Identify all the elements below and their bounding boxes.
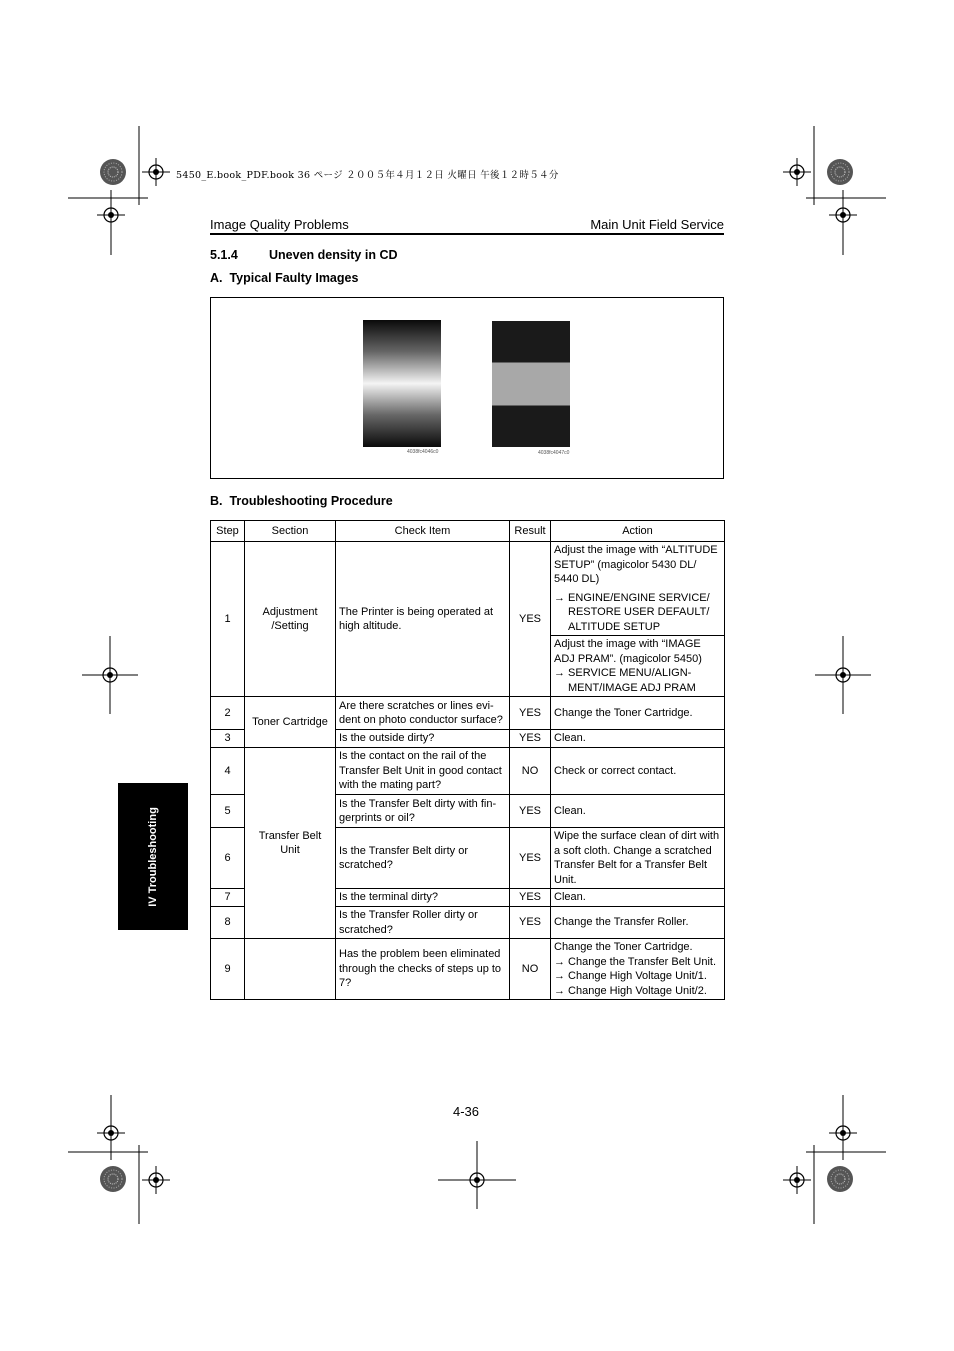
action-line: → Change the Transfer Belt Unit.	[554, 955, 717, 968]
check-cell: Is the contact on the rail of the Transfer Belt Unit in good contact with the mating part?	[336, 748, 510, 795]
table-row	[211, 939, 725, 1000]
col-header-check-item: Check Item	[336, 521, 510, 542]
check-cell: Has the problem been eliminated through the checks of steps up to 7?	[336, 939, 510, 1000]
action-cell: Clean.	[551, 730, 725, 748]
result-cell: YES	[510, 697, 551, 730]
result-cell: YES	[510, 889, 551, 907]
chapter-side-tab-label: IV Troubleshooting	[147, 806, 160, 907]
step-cell: 9	[211, 939, 245, 1000]
check-cell: Is the terminal dirty?	[336, 889, 510, 907]
section-title: Uneven density in CD	[269, 248, 398, 262]
check-cell: Are there scratches or lines evi-dent on photo conductor surface?	[336, 697, 510, 730]
section-cell	[245, 939, 336, 1000]
action-text: Adjust the image with “ALTITUDE SETUP” (magicolor 5430 DL/ 5440 DL)	[554, 544, 718, 585]
result-cell: YES	[510, 907, 551, 939]
step-cell: 5	[211, 795, 245, 828]
result-cell: YES	[510, 795, 551, 828]
figure-caption-right: 4038fc4047c0	[538, 450, 570, 456]
action-line: Change the Toner Cartridge.	[554, 941, 693, 953]
action-cell: Check or correct contact.	[551, 748, 725, 795]
subheading-troubleshooting: B. Troubleshooting Procedure	[210, 494, 393, 508]
result-cell: YES	[510, 828, 551, 889]
step-cell: 3	[211, 730, 245, 748]
action-cell: Wipe the surface clean of dirt with a soft cloth. Change a scratched Transfer Belt for a Transfer Belt Unit.	[551, 828, 725, 889]
action-cell	[551, 542, 725, 636]
step-cell: 7	[211, 889, 245, 907]
col-header-result: Result	[510, 521, 551, 542]
action-cell: Change the Transfer Roller.	[551, 907, 725, 939]
banded-density-sample	[492, 321, 570, 447]
col-header-section: Section	[245, 521, 336, 542]
table-row	[211, 748, 725, 795]
table-row	[211, 697, 725, 730]
check-cell: Is the Transfer Belt dirty with fin-gerprints or oil?	[336, 795, 510, 828]
step-cell: 4	[211, 748, 245, 795]
check-cell: Is the outside dirty?	[336, 730, 510, 748]
table-header-row	[211, 521, 725, 542]
faulty-images-figure	[210, 297, 724, 479]
section-cell: Toner Cartridge	[245, 697, 336, 748]
action-cell	[551, 636, 725, 697]
header-left: Image Quality Problems	[210, 217, 349, 232]
troubleshooting-table	[210, 520, 725, 1000]
uneven-gradient-sample	[363, 320, 441, 447]
action-cell: Clean.	[551, 889, 725, 907]
step-cell: 1	[211, 542, 245, 697]
check-cell: The Printer is being operated at high altitude.	[336, 542, 510, 697]
step-cell: 6	[211, 828, 245, 889]
col-header-action: Action	[551, 521, 725, 542]
subheading-typical-images: A. Typical Faulty Images	[210, 271, 359, 285]
result-cell: NO	[510, 939, 551, 1000]
action-cell: Clean.	[551, 795, 725, 828]
header-rule	[210, 233, 724, 235]
action-line: → Change High Voltage Unit/1.	[554, 970, 707, 982]
chapter-side-tab	[118, 783, 188, 930]
section-cell: Transfer Belt Unit	[245, 748, 336, 939]
action-line: → Change High Voltage Unit/2.	[554, 984, 707, 997]
header-right: Main Unit Field Service	[590, 217, 724, 232]
step-cell: 8	[211, 907, 245, 939]
section-text: Adjustment /Setting	[262, 605, 318, 632]
figure-caption-left: 4038fc4046c0	[407, 449, 439, 455]
action-cell	[551, 939, 725, 1000]
check-cell: Is the Transfer Belt dirty or scratched?	[336, 828, 510, 889]
table-row	[211, 542, 725, 636]
result-cell: YES	[510, 542, 551, 697]
result-cell: NO	[510, 748, 551, 795]
action-text: Adjust the image with “IMAGE ADJ PRAM”. (magicolor 5450)	[554, 638, 702, 665]
result-cell: YES	[510, 730, 551, 748]
action-menu-path: → SERVICE MENU/ALIGN-MENT/IMAGE ADJ PRAM	[554, 667, 696, 694]
col-header-step: Step	[211, 521, 245, 542]
print-info-line: 5450_E.book_PDF.book 36 ページ ２００５年４月１２日 火曜日 午後１２時５４分	[176, 170, 559, 181]
page-number: 4-36	[453, 1104, 480, 1119]
action-menu-path: → ENGINE/ENGINE SERVICE/ RESTORE USER DEFAULT/ ALTITUDE SETUP	[554, 591, 710, 633]
action-cell: Change the Toner Cartridge.	[551, 697, 725, 730]
step-cell: 2	[211, 697, 245, 730]
check-cell: Is the Transfer Roller dirty or scratched?	[336, 907, 510, 939]
section-cell	[245, 542, 336, 697]
section-number: 5.1.4	[210, 248, 238, 262]
